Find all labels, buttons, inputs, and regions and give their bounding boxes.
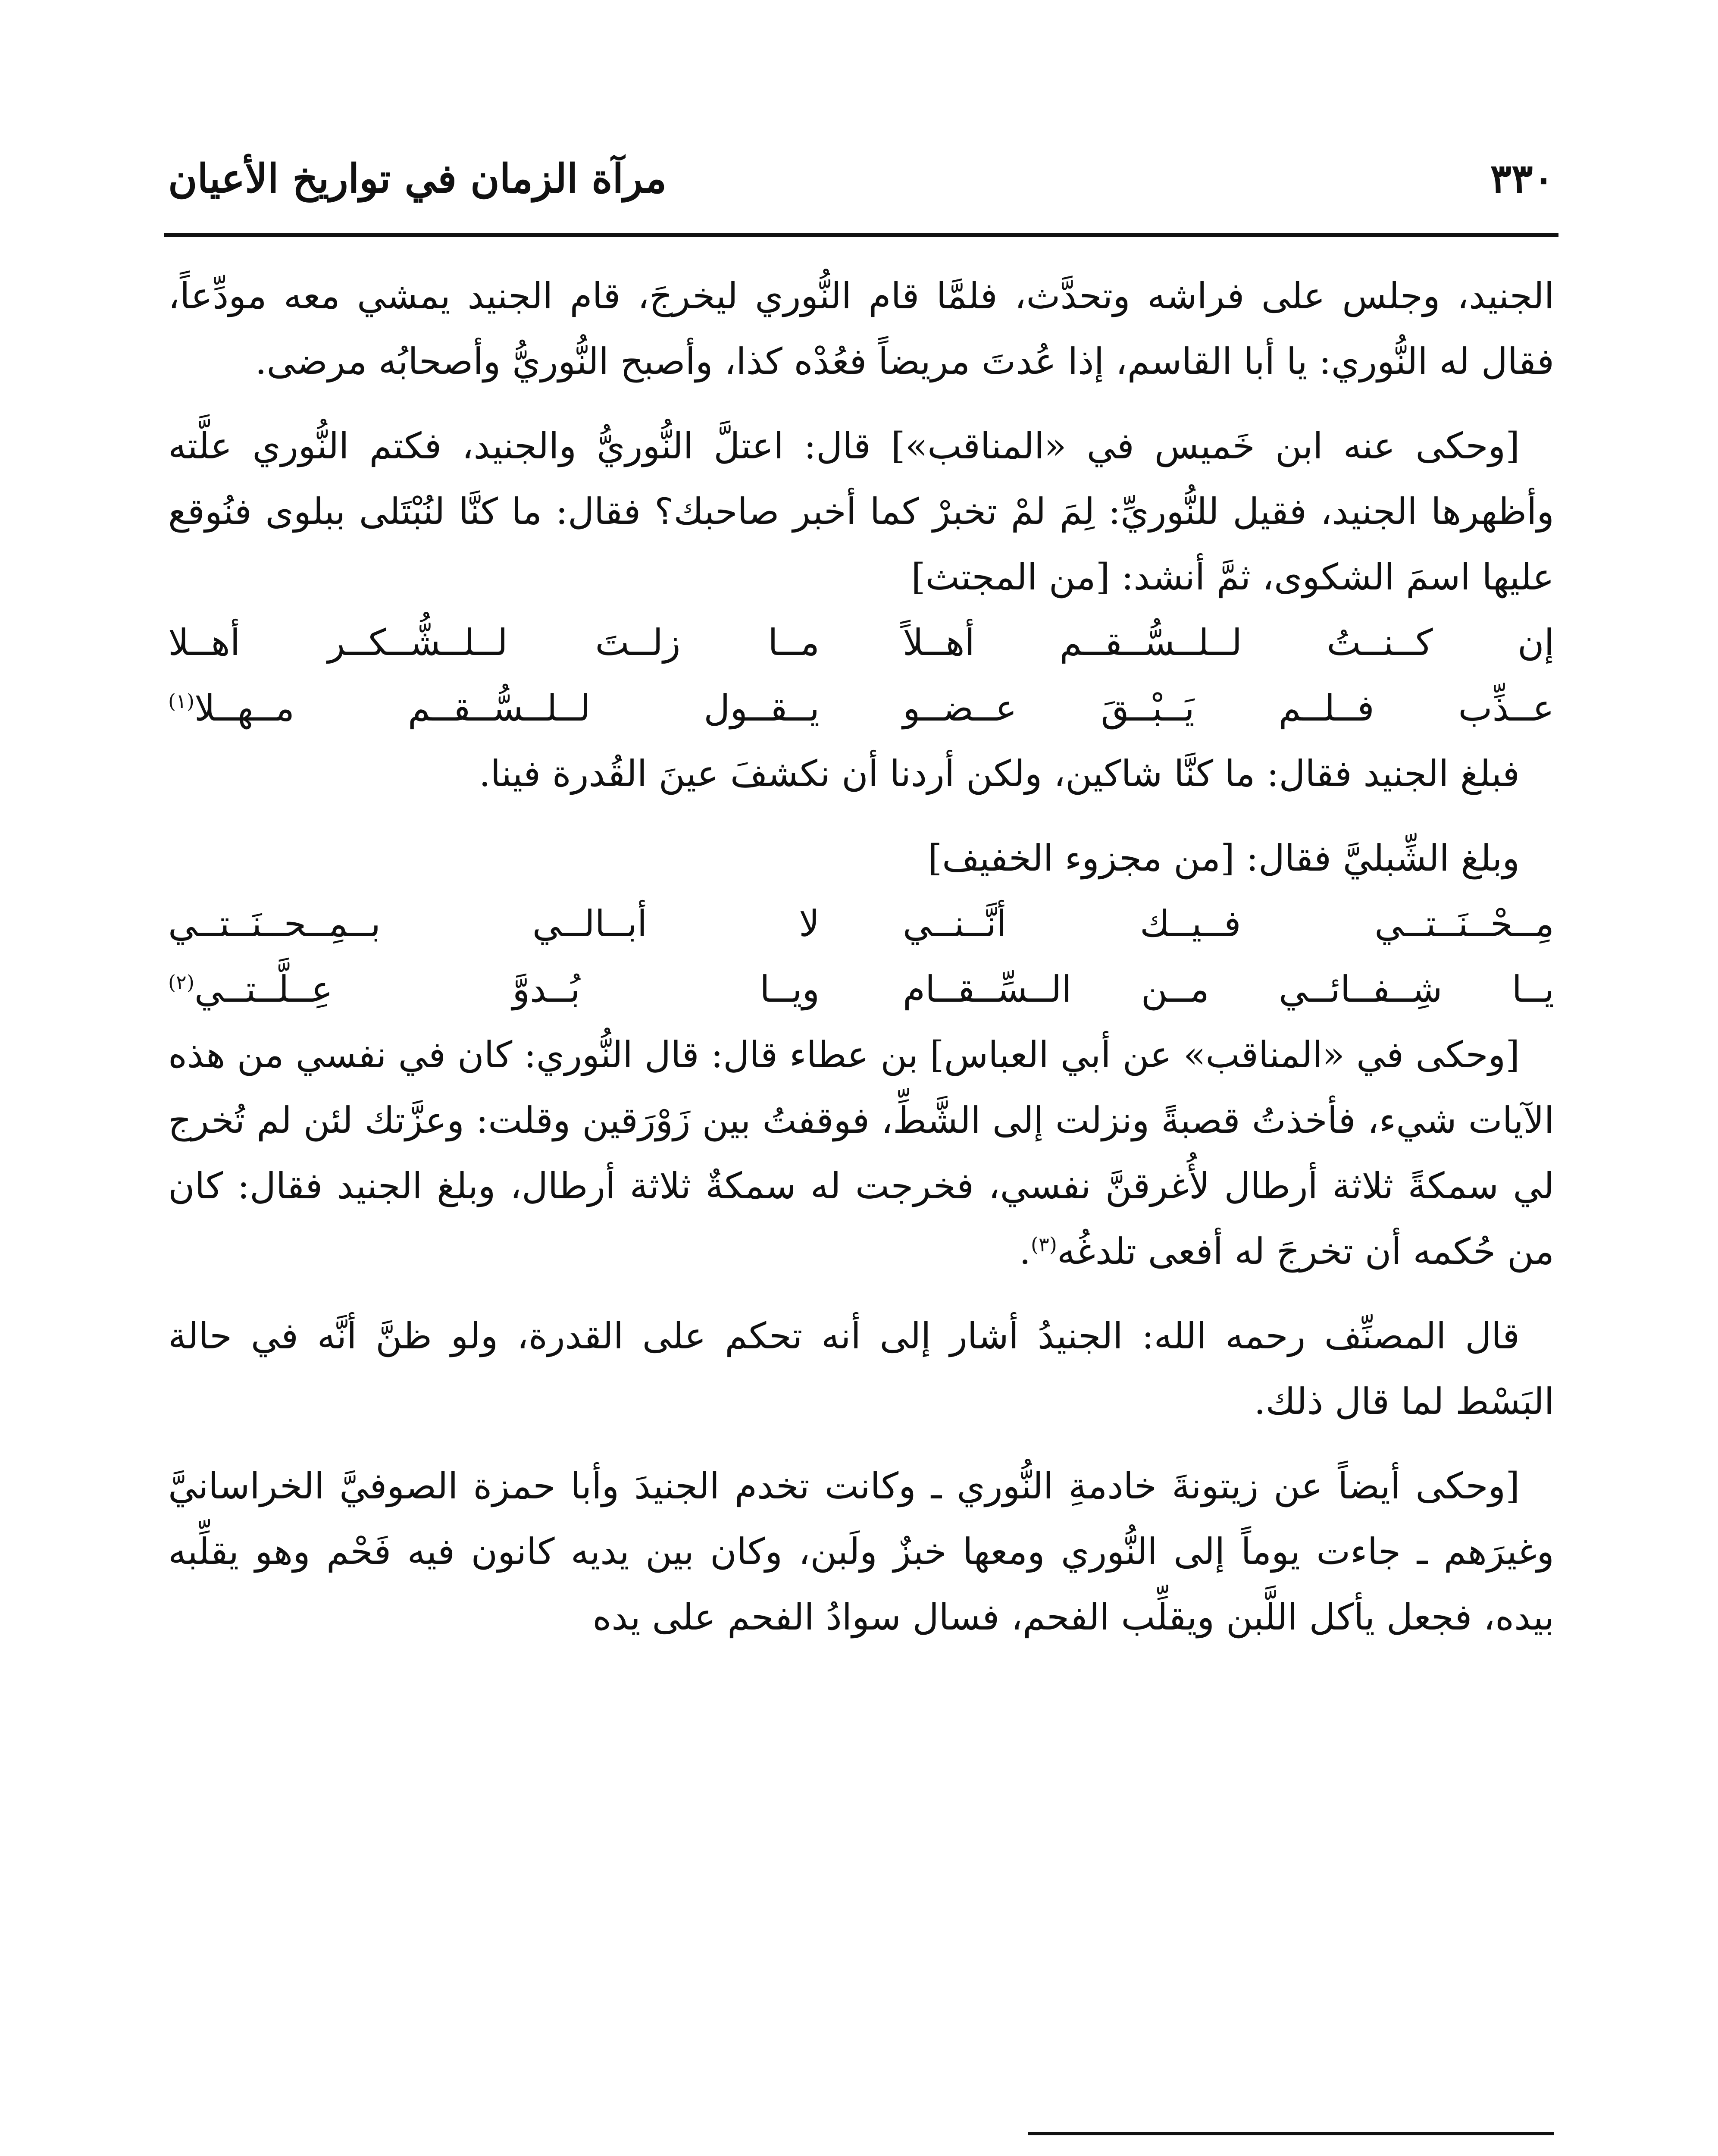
- paragraph-4: وبلغ الشِّبليَّ فقال: [من مجزوء الخفيف]: [928, 837, 1520, 879]
- verse-2-line-2: [168, 956, 1554, 1022]
- verse-hemistich: إن كــنــتُ لــلــسُّــقــم أهــلاً: [902, 621, 1554, 664]
- paragraph-7: [وحكى أيضاً عن زيتونةَ خادمةِ النُّوري ـ وكانت تخدم الجنيدَ وأبا حمزة الصوفيَّ الخراسانيَّ وغيرَهم ـ جاءت يوماً إلى النُّوري ومعها خبزٌ ولَبن، وكان بين يديه كانون فيه فَحْم وهو يقلِّبه بيده، فجعل يأكل اللَّبن ويقلِّب الفحم، فسال سوادُ الفحم على يده: [168, 1465, 1554, 1638]
- verse-1-line-1: [168, 610, 1554, 675]
- main-text: [168, 263, 1554, 1650]
- verse-hemistich: لا أبــالــي بــمِــحــنَــتــي: [168, 903, 820, 945]
- running-title: مرآة الزمان في تواريخ الأعيان: [168, 155, 667, 202]
- verse-hemistich: يــقــول لــلــسُّــقــم مــهــلا$^{(١)}$: [168, 687, 820, 729]
- footnotes: [168, 2152, 1554, 2156]
- footnote-1: [168, 2152, 1554, 2156]
- page-number: ٣٣٠: [1490, 155, 1554, 202]
- verse-1-line-2: [168, 675, 1554, 741]
- paragraph-6: قال المصنِّف رحمه الله: الجنيدُ أشار إلى أنه تحكم على القدرة، ولو ظنَّ أنَّه في حالة البَسْط لما قال ذلك.: [168, 1315, 1554, 1423]
- verse-2-line-1: [168, 891, 1554, 956]
- verse-hemistich: عــذِّب فــلــم يَــبْــقَ عــضــو: [902, 687, 1554, 729]
- verse-hemistich: مــا زلــتَ لــلــشُّــكــر أهــلا: [168, 621, 820, 664]
- page-header: [168, 129, 1554, 216]
- footnote-marker: (١): [168, 689, 194, 713]
- verse-hemistich: يــا شِــفــائــي مــن الــسِّــقــام: [902, 968, 1554, 1010]
- footnote-divider: [1028, 2132, 1554, 2135]
- paragraph-2: [وحكى عنه ابن خَميس في «المناقب»] قال: اعتلَّ النُّوريُّ والجنيد، فكتم النُّوري علَّته وأظهرها الجنيد، فقيل للنُّوريِّ: لِمَ لمْ تخبرْ كما أخبر صاحبك؟ فقال: ما كنَّا لنُبْتَلى ببلوى فنُوقع عليها اسمَ الشكوى، ثمَّ أنشد: [من المجتث]: [168, 425, 1554, 598]
- footnote-marker: (٣): [1030, 1233, 1057, 1256]
- footnote-marker: (٢): [168, 971, 194, 994]
- verse-hemistich: مِــحْــنَــتــي فــيــك أنَّــنــي: [902, 903, 1554, 945]
- verse-hemistich: ويــا بُــدوَّ عِــلَّــتــي$^{(٢)}$: [168, 968, 820, 1010]
- paragraph-3: فبلغ الجنيد فقال: ما كنَّا شاكين، ولكن أردنا أن نكشفَ عينَ القُدرة فينا.: [479, 752, 1520, 795]
- header-divider: [164, 233, 1558, 237]
- paragraph-5: [وحكى في «المناقب» عن أبي العباس] بن عطاء قال: قال النُّوري: كان في نفسي من هذه الآيات شيء، فأخذتُ قصبةً ونزلت إلى الشَّطِّ، فوقفتُ بين زَوْرَقين وقلت: وعزَّتك لئن لم تُخرج لي سمكةً ثلاثة أرطال لأُغرقنَّ نفسي، فخرجت له سمكةٌ ثلاثة أرطال، وبلغ الجنيد فقال: كان من حُكمه أن تخرجَ له أفعى تلدغُه$^{(٣)}$.: [168, 1034, 1554, 1272]
- paragraph-1: الجنيد، وجلس على فراشه وتحدَّث، فلمَّا قام النُّوري ليخرجَ، قام الجنيد يمشي معه مودِّعاً، فقال له النُّوري: يا أبا القاسم، إذا عُدتَ مريضاً فعُدْه كذا، وأصبح النُّوريُّ وأصحابُه مرضى.: [168, 275, 1554, 382]
